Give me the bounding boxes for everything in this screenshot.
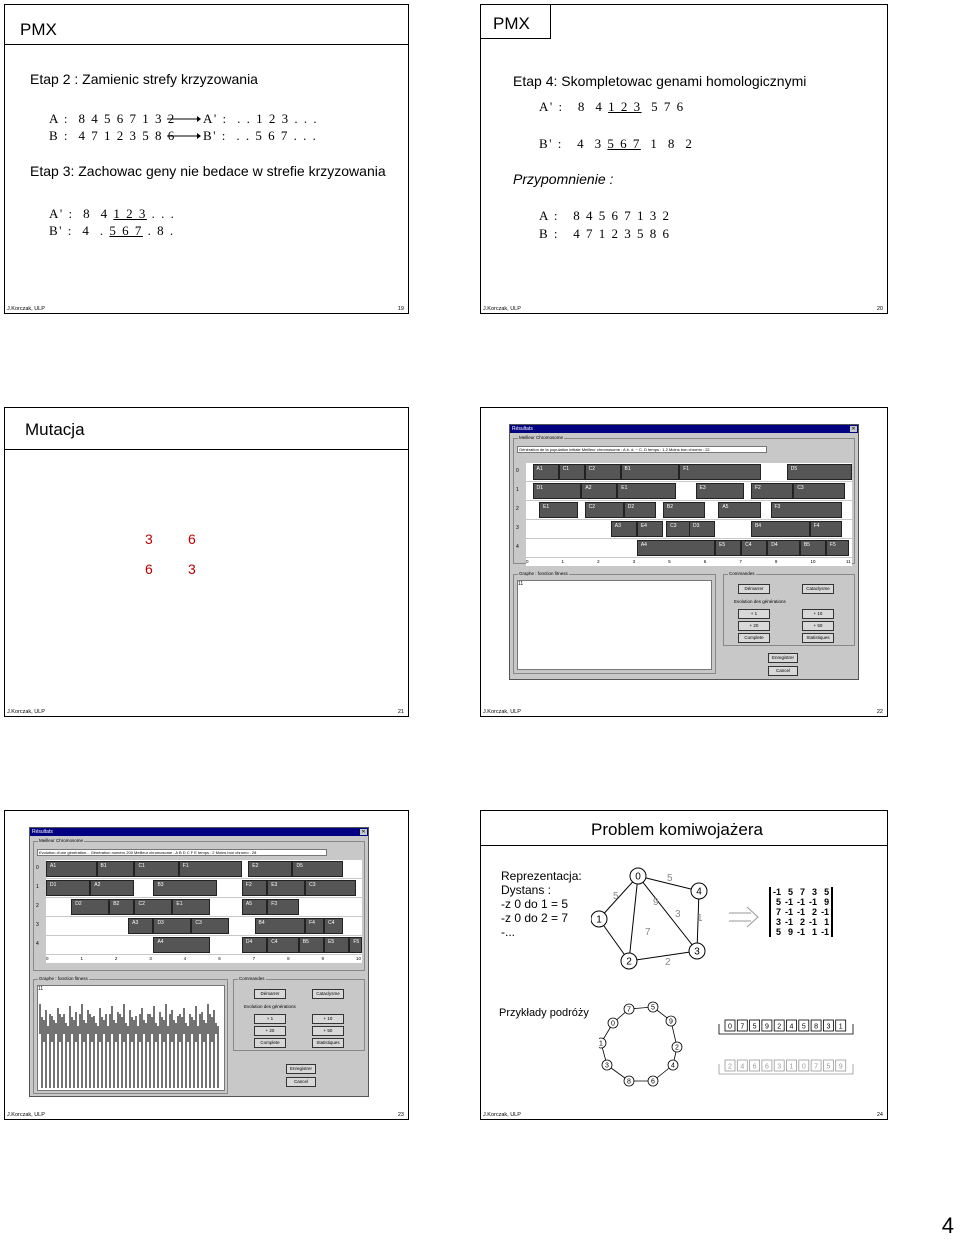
tour-node-label: 3	[605, 1062, 609, 1070]
distance-matrix	[769, 887, 833, 937]
slide-title-bar	[5, 5, 409, 45]
tour-node-label: 1	[599, 1040, 603, 1048]
gene-cell: F1	[179, 861, 242, 877]
offspring-a-kept: A' : 8 4 1 2 3 . . .	[49, 206, 176, 221]
gene-cell: A4	[153, 937, 210, 953]
row-label: 3	[36, 922, 39, 928]
plus-20-button[interactable]: + 20	[738, 621, 770, 631]
matrix-cell: 3	[812, 887, 818, 897]
tour-node-label: 0	[611, 1020, 615, 1028]
gene-value: 9	[764, 1023, 769, 1031]
gene-value: 1	[789, 1063, 794, 1071]
gene-value: 4	[789, 1023, 794, 1031]
offspring-b-kept: B' : 4 . 5 6 7 . 8 .	[49, 223, 175, 238]
gene-cell: E2	[248, 861, 292, 877]
gene-cell: F4	[305, 918, 324, 934]
gene-cell: F5	[826, 540, 849, 556]
matrix-cell: -1	[821, 907, 830, 917]
rep-line: -z 0 do 1 = 5	[501, 897, 569, 911]
fitness-graph-group: Graphe : fonction fitness 11	[33, 979, 228, 1094]
row-label: 1	[36, 884, 39, 890]
matrix-cell: -1	[821, 927, 830, 937]
slide-19	[4, 4, 409, 314]
matrix-cell: 5	[776, 897, 782, 907]
tick-label: 9	[774, 559, 778, 564]
matrix-cell: -1	[797, 927, 806, 937]
evolution-label: Evolution des générations	[244, 1004, 296, 1009]
gene-b-before: 6	[188, 531, 196, 547]
step2-heading: Etap 2 : Zamienic strefy krzyzowania	[30, 71, 258, 87]
gene-cell: A1	[46, 861, 97, 877]
status-line: Evolution d'une génération... Génération numéro 200 Meilleur chromosome : A B D C F E temps : 2 Moins bon chromo : 28	[37, 849, 327, 856]
step3-heading: Etap 3: Zachowac geny nie bedace w strefie krzyzowania	[30, 163, 386, 179]
gene-cell: D5	[292, 861, 343, 877]
gene-cell: A3	[128, 918, 153, 934]
tour-node-label: 2	[675, 1044, 679, 1052]
gene-cell: D2	[71, 899, 109, 915]
tour-node-label: 9	[669, 1018, 673, 1026]
save-button[interactable]: Enregistrer	[286, 1064, 316, 1074]
tick-label: 3	[632, 559, 636, 564]
gene-cell: B4	[751, 521, 810, 537]
commands-group: Commandes Démarrer Cataclysme Evolution des générations + 1 + 10 + 20 + 50 Complete Statistiques	[233, 979, 365, 1051]
node-label: 3	[694, 946, 700, 958]
slide-number: 24	[876, 1112, 883, 1118]
rep-line: -...	[501, 925, 515, 939]
gene-cell: D3	[689, 521, 715, 537]
plus-1-button[interactable]: + 1	[254, 1014, 286, 1024]
rep-line: -z 0 do 2 = 7	[501, 911, 569, 925]
gene-value: 0	[801, 1063, 806, 1071]
footer-author: J.Korczak, ULP	[483, 306, 521, 312]
plus-10-button[interactable]: + 10	[802, 609, 834, 619]
row-label: 4	[36, 941, 39, 947]
gene-value: 5	[801, 1023, 806, 1031]
gene-value: 6	[752, 1063, 757, 1071]
gene-value: 5	[826, 1063, 831, 1071]
complete-button[interactable]: Complete	[254, 1038, 286, 1048]
fitness-plot	[38, 994, 224, 1090]
gantt-chart	[34, 860, 364, 970]
gene-cell: A5	[242, 899, 267, 915]
slide-number: 22	[876, 709, 883, 715]
matrix-cell: 9	[824, 897, 830, 907]
footer-author: J.Korczak, ULP	[7, 1112, 45, 1118]
tick-label: 10	[810, 559, 816, 564]
tour-node-label: 5	[651, 1004, 655, 1012]
tick-label: 3	[149, 956, 152, 961]
edge-label: 2	[665, 957, 671, 968]
cancel-button[interactable]: Cancel	[286, 1077, 316, 1087]
matrix-row	[770, 897, 832, 907]
matrix-cell: 1	[812, 927, 818, 937]
matrix-row	[770, 927, 832, 937]
tick-label: 8	[287, 956, 290, 961]
rep-line: Dystans :	[501, 883, 552, 897]
fitness-graph	[37, 985, 225, 1091]
gene-a-after: 6	[145, 561, 153, 577]
start-button[interactable]: Démarrer	[738, 584, 770, 594]
tick-label: 7	[252, 956, 256, 961]
offspring-a-swap: A' : . . 1 2 3 . . .	[203, 111, 319, 126]
matrix-cell: -1	[797, 907, 806, 917]
slide-number: 23	[397, 1112, 404, 1118]
complete-button[interactable]: Complete	[738, 633, 770, 643]
matrix-cell: 1	[824, 917, 830, 927]
step4-heading: Etap 4: Skompletowac genami homologicznymi	[513, 73, 807, 89]
slide-title: PMX	[20, 20, 57, 39]
tick-label: 6	[218, 956, 221, 961]
slide-title: PMX	[493, 14, 530, 33]
parent-b: B : 4 7 1 2 3 5 8 6	[49, 128, 176, 143]
gene-cell: B3	[153, 880, 216, 896]
fitness-value: 11	[38, 986, 44, 992]
gene-cell: A5	[718, 502, 760, 518]
matrix-cell: 7	[800, 887, 806, 897]
slide-21	[4, 407, 409, 717]
time-axis	[526, 558, 852, 566]
final-b: B' : 4 3 5 6 7 1 8 2	[539, 136, 694, 151]
matrix-cell: 5	[776, 927, 782, 937]
gene-value: 2	[728, 1063, 732, 1071]
gene-cell: F3	[267, 899, 299, 915]
close-icon[interactable]: ✕	[851, 426, 856, 432]
node-label: 0	[635, 871, 641, 883]
row-label: 2	[516, 506, 519, 512]
slide-number: 20	[876, 306, 883, 312]
gene-value: 1	[838, 1023, 843, 1031]
status-line: Génération de la population initiale Meilleur chromosome : A b. d. ~ C. D temps : 1.2 Moins bon chromo : 22	[517, 446, 767, 453]
tick-label: 2	[114, 956, 118, 961]
tour-cycle	[599, 1001, 699, 1091]
tick-label: 10	[356, 956, 362, 961]
gene-cell: D4	[767, 540, 800, 556]
gene-cell: C3	[191, 918, 229, 934]
tick-label: 5	[668, 559, 671, 564]
gene-value: 7	[740, 1023, 745, 1031]
plus-50-button[interactable]: + 50	[312, 1026, 344, 1036]
gene-cell: C2	[134, 899, 172, 915]
gene-value: 7	[814, 1063, 819, 1071]
slide-20	[480, 4, 888, 314]
gene-value: 0	[728, 1023, 732, 1031]
gene-value: 3	[777, 1063, 782, 1071]
gene-cell: C2	[585, 502, 624, 518]
statistics-button[interactable]: Statistiques	[802, 633, 834, 643]
row-label: 3	[516, 525, 519, 531]
tick-label: 9	[321, 956, 325, 961]
cataclysm-button[interactable]: Cataclysme	[802, 584, 834, 594]
graph-edge	[629, 876, 638, 961]
final-a: A' : 8 4 1 2 3 5 7 6	[539, 99, 685, 114]
gene-cell: F1	[679, 464, 761, 480]
tick-label: 0	[46, 956, 49, 961]
row-label: 1	[516, 487, 519, 493]
node-label: 2	[626, 956, 632, 968]
gene-cell: F3	[771, 502, 843, 518]
footer-author: J.Korczak, ULP	[7, 306, 45, 312]
gene-cell: F2	[751, 483, 793, 499]
gene-cell: C3	[793, 483, 845, 499]
gene-cell: B5	[299, 937, 324, 953]
tick-label: 2	[597, 559, 600, 564]
gene-cell: E5	[715, 540, 741, 556]
gene-cell: E3	[267, 880, 305, 896]
cancel-button[interactable]: Cancel	[768, 666, 798, 676]
gene-cell: D2	[624, 502, 657, 518]
slide-number: 21	[397, 709, 404, 715]
gene-cell: C2	[585, 464, 621, 480]
arrows-icon	[165, 113, 201, 143]
statistics-button[interactable]: Statistiques	[312, 1038, 344, 1048]
row-label: 0	[516, 468, 519, 474]
plus-10-button[interactable]: + 10	[312, 1014, 344, 1024]
gene-value: 8	[814, 1023, 819, 1031]
fitness-value: 11	[518, 581, 524, 587]
gene-cell: D5	[787, 464, 852, 480]
tick-label: 1	[561, 559, 565, 564]
gene-cell: D4	[242, 937, 267, 953]
gene-cell: B2	[109, 899, 134, 915]
gene-cell: C4	[324, 918, 343, 934]
matrix-table	[769, 887, 833, 937]
results-window	[29, 827, 369, 1097]
results-window	[509, 424, 859, 680]
commands-group: Commandes Démarrer Cataclysme Evolution des générations + 1 + 10 + 20 + 50 Complete Statistiques	[723, 574, 855, 646]
matrix-cell: 3	[776, 917, 782, 927]
reminder-a: A : 8 4 5 6 7 1 3 2	[539, 208, 671, 223]
rep-line: Reprezentacja:	[501, 869, 582, 883]
edge-label: 7	[645, 927, 651, 938]
gene-cell: A2	[90, 880, 134, 896]
matrix-row	[770, 907, 832, 917]
slide-23	[4, 810, 409, 1120]
reminder-label: Przypomnienie :	[513, 171, 614, 187]
graph-edge	[629, 951, 697, 961]
row-label: 0	[36, 865, 39, 871]
matrix-cell: 2	[812, 907, 818, 917]
cataclysm-button[interactable]: Cataclysme	[312, 989, 344, 999]
gene-cell: A2	[581, 483, 617, 499]
plus-20-button[interactable]: + 20	[254, 1026, 286, 1036]
representation-text	[501, 869, 582, 939]
gene-cell: C4	[741, 540, 767, 556]
reminder-b: B : 4 7 1 2 3 5 8 6	[539, 226, 671, 241]
best-chromosome-group: Meilleur Chromosome Génération de la population initiale Meilleur chromosome : A b. d. ~ C. D temps : 1.2 Moins bon chromo : 22	[513, 438, 855, 564]
gene-cell: D1	[46, 880, 90, 896]
page-number: 4	[941, 1213, 954, 1238]
matrix-cell: -1	[797, 897, 806, 907]
start-button[interactable]: Démarrer	[254, 989, 286, 999]
gene-cell: B4	[255, 918, 306, 934]
tick-label: 4	[183, 956, 187, 961]
gene-cell: B1	[97, 861, 135, 877]
tick-label: 1	[80, 956, 83, 961]
gene-cell: C3	[305, 880, 356, 896]
gene-cell: E3	[696, 483, 745, 499]
gene-cell: E5	[324, 937, 349, 953]
slide-24	[480, 810, 888, 1120]
edge-label: 5	[667, 873, 673, 884]
gene-value: 3	[826, 1023, 831, 1031]
matrix-cell: -1	[785, 907, 794, 917]
edge-label: 5	[613, 891, 619, 902]
time-axis	[46, 955, 362, 963]
slide-number: 19	[397, 306, 404, 312]
row-label: 2	[36, 903, 39, 909]
graph-edge	[638, 876, 697, 951]
matrix-cell: 2	[800, 917, 806, 927]
window-titlebar: Résultats ✕	[30, 828, 368, 836]
gene-b-after: 3	[188, 561, 196, 577]
fitness-graph	[517, 580, 712, 670]
tick-label: 0	[526, 559, 529, 564]
gene-cell: B2	[663, 502, 705, 518]
gene-cell: B1	[621, 464, 680, 480]
gene-value: 9	[838, 1063, 843, 1071]
gene-cell: E1	[617, 483, 676, 499]
slide-22	[480, 407, 888, 717]
gene-cell: C4	[267, 937, 299, 953]
footer-author: J.Korczak, ULP	[7, 709, 45, 715]
gene-cell: F4	[810, 521, 843, 537]
fitness-graph-group: Graphe : fonction fitness 11	[513, 574, 716, 674]
tour-encodings	[717, 1016, 857, 1078]
matrix-cell: 9	[788, 927, 794, 937]
footer-author: J.Korczak, ULP	[483, 709, 521, 715]
matrix-cell: -1	[785, 897, 794, 907]
implies-arrow-icon	[727, 905, 761, 929]
tour-node-label: 7	[627, 1006, 631, 1014]
row-label: 4	[516, 544, 519, 550]
parent-a: A : 8 4 5 6 7 1 3 2	[49, 111, 176, 126]
examples-label: Przykłady podróży	[499, 1007, 589, 1019]
title-divider	[481, 845, 888, 846]
gene-cell: C1	[134, 861, 178, 877]
matrix-cell: -1	[809, 917, 818, 927]
gantt-chart	[514, 463, 854, 568]
gene-cell: D3	[153, 918, 191, 934]
plus-50-button[interactable]: + 50	[802, 621, 834, 631]
slide-title: Problem komiwojażera	[591, 820, 763, 839]
city-graph	[591, 861, 721, 976]
gene-cell: E1	[539, 502, 578, 518]
matrix-cell: 5	[824, 887, 830, 897]
tour-node-label: 6	[651, 1078, 655, 1086]
offspring-b-swap: B' : . . 5 6 7 . . .	[203, 128, 318, 143]
edge-label: 9	[653, 897, 659, 908]
gene-cell: E1	[172, 899, 210, 915]
slide-title: Mutacja	[25, 420, 85, 439]
gene-cell: C1	[559, 464, 585, 480]
node-label: 1	[596, 914, 602, 926]
gene-cell: A1	[533, 464, 559, 480]
tour-node-label: 8	[627, 1078, 631, 1086]
gene-value: 2	[777, 1023, 782, 1031]
best-chromosome-group: Meilleur Chromosome Evolution d'une génération... Génération numéro 200 Meilleur chromosome : A B D C F E temps : 2 Moins bon chromo : 28	[33, 841, 365, 971]
save-button[interactable]: Enregistrer	[768, 653, 798, 663]
gene-cell: F5	[349, 937, 362, 953]
edge-label: 1	[697, 913, 703, 924]
evolution-label: Evolution des générations	[734, 599, 786, 604]
gene-value: 4	[740, 1063, 745, 1071]
gene-cell: C3	[666, 521, 692, 537]
matrix-row	[770, 917, 832, 927]
slide-title-bar	[481, 5, 551, 39]
gene-cell: A3	[611, 521, 637, 537]
matrix-cell: 7	[776, 907, 782, 917]
gene-a-before: 3	[145, 531, 153, 547]
tick-label: 6	[703, 559, 707, 564]
tick-label: 11	[846, 559, 851, 564]
matrix-cell: -1	[809, 897, 818, 907]
matrix-cell: -1	[773, 887, 782, 897]
gene-value: 5	[752, 1023, 757, 1031]
gene-cell: E4	[637, 521, 663, 537]
gene-cell: B5	[800, 540, 826, 556]
tick-label: 7	[739, 559, 742, 564]
window-titlebar: Résultats ✕	[510, 425, 858, 433]
tour-node-label: 4	[671, 1062, 675, 1070]
gene-cell: F2	[242, 880, 267, 896]
plus-1-button[interactable]: + 1	[738, 609, 770, 619]
slide-title-bar	[5, 408, 409, 450]
matrix-row	[770, 887, 832, 897]
edge-label: 3	[675, 909, 681, 920]
footer-author: J.Korczak, ULP	[483, 1112, 521, 1118]
gene-cell: D1	[533, 483, 582, 499]
gene-value: 6	[764, 1063, 769, 1071]
close-icon[interactable]: ✕	[361, 829, 366, 835]
matrix-cell: -1	[785, 917, 794, 927]
matrix-cell: 5	[788, 887, 794, 897]
node-label: 4	[696, 886, 702, 898]
gene-cell: A4	[637, 540, 715, 556]
